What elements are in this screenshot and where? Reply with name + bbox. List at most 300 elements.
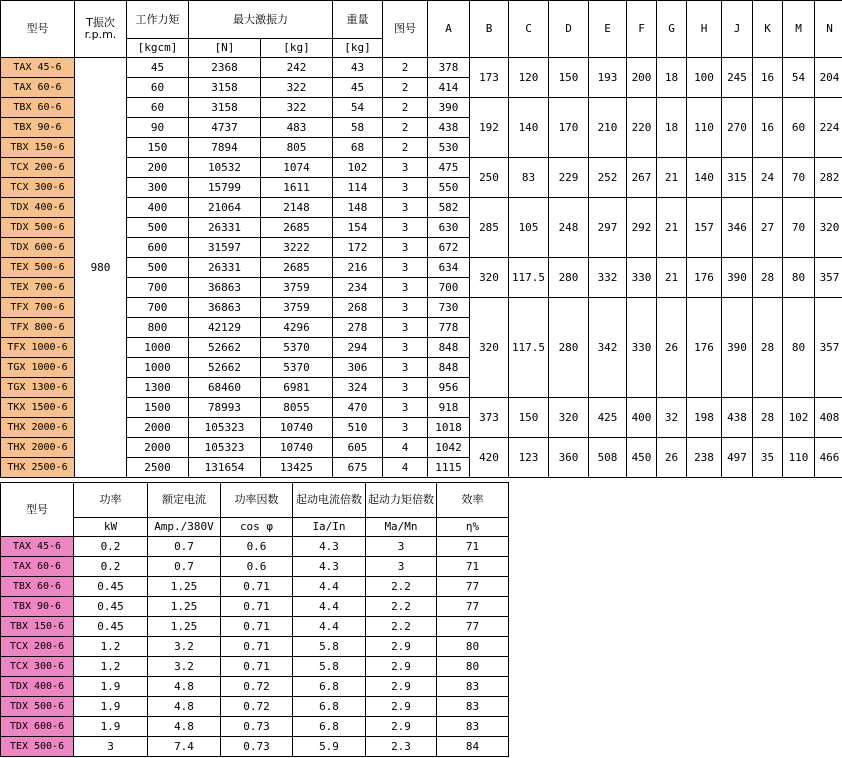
model-cell: TEX 500-6 (1, 737, 74, 757)
table-row (1, 677, 509, 697)
weight-cell: 114 (333, 178, 383, 198)
unit-force-n: [N] (189, 39, 261, 58)
dim-n-cell: 408 (815, 398, 842, 438)
force-n-cell: 68460 (189, 378, 261, 398)
start-torque-cell: 2.9 (366, 717, 437, 737)
speed-cell: 980 (75, 58, 127, 478)
force-kg-cell: 5370 (261, 338, 333, 358)
dim-n-cell: 357 (815, 258, 842, 298)
dim-b-cell: 420 (470, 438, 509, 478)
dim-m-cell: 80 (783, 258, 815, 298)
dim-a-cell: 630 (428, 218, 470, 238)
dim-b-cell: 373 (470, 398, 509, 438)
force-n-cell: 3158 (189, 78, 261, 98)
force-n-cell: 78993 (189, 398, 261, 418)
table-row (1, 258, 842, 278)
dim-g-cell: 21 (657, 258, 687, 298)
power-factor-cell: 0.6 (221, 537, 293, 557)
dim-e-cell: 297 (589, 198, 627, 258)
current-cell: 1.25 (148, 617, 221, 637)
force-kg-cell: 6981 (261, 378, 333, 398)
header-model: 型号 (1, 483, 74, 537)
dim-a-cell: 848 (428, 338, 470, 358)
power-factor-cell: 0.71 (221, 617, 293, 637)
power-factor-cell: 0.71 (221, 637, 293, 657)
unit-weight: [kg] (333, 39, 383, 58)
dim-d-cell: 320 (549, 398, 589, 438)
header-dim-e: E (589, 1, 627, 58)
moment-cell: 300 (127, 178, 189, 198)
figure-cell: 3 (383, 298, 428, 318)
model-cell: THX 2500-6 (1, 458, 75, 478)
model-cell: TCX 300-6 (1, 178, 75, 198)
dim-e-cell: 425 (589, 398, 627, 438)
weight-cell: 216 (333, 258, 383, 278)
model-cell: TBX 90-6 (1, 597, 74, 617)
force-kg-cell: 3222 (261, 238, 333, 258)
dim-n-cell: 357 (815, 298, 842, 398)
header-dim-n: N (815, 1, 842, 58)
dim-h-cell: 198 (687, 398, 722, 438)
model-cell: TEX 700-6 (1, 278, 75, 298)
current-cell: 0.7 (148, 557, 221, 577)
weight-cell: 324 (333, 378, 383, 398)
table-row (1, 737, 509, 757)
start-torque-cell: 2.2 (366, 617, 437, 637)
start-current-cell: 4.3 (293, 537, 366, 557)
dim-b-cell: 285 (470, 198, 509, 258)
dim-a-cell: 778 (428, 318, 470, 338)
header-dim-c: C (509, 1, 549, 58)
dim-c-cell: 140 (509, 98, 549, 158)
dim-k-cell: 28 (753, 298, 783, 398)
start-torque-cell: 3 (366, 537, 437, 557)
dim-j-cell: 438 (722, 398, 753, 438)
force-n-cell: 36863 (189, 278, 261, 298)
table-row (1, 717, 509, 737)
moment-cell: 500 (127, 218, 189, 238)
dim-a-cell: 730 (428, 298, 470, 318)
force-kg-cell: 2148 (261, 198, 333, 218)
current-cell: 0.7 (148, 537, 221, 557)
model-cell: TFX 700-6 (1, 298, 75, 318)
dim-e-cell: 210 (589, 98, 627, 158)
efficiency-cell: 80 (437, 657, 509, 677)
dim-a-cell: 1018 (428, 418, 470, 438)
dim-k-cell: 28 (753, 398, 783, 438)
figure-cell: 2 (383, 78, 428, 98)
dim-k-cell: 35 (753, 438, 783, 478)
dim-h-cell: 110 (687, 98, 722, 158)
header-start-current: 起动电流倍数 (293, 483, 366, 518)
figure-cell: 3 (383, 378, 428, 398)
model-cell: TAX 60-6 (1, 557, 74, 577)
efficiency-cell: 84 (437, 737, 509, 757)
dim-a-cell: 956 (428, 378, 470, 398)
unit-moment: [kgcm] (127, 39, 189, 58)
power-factor-cell: 0.71 (221, 597, 293, 617)
start-torque-cell: 2.9 (366, 677, 437, 697)
start-current-cell: 6.8 (293, 677, 366, 697)
moment-cell: 2000 (127, 438, 189, 458)
force-kg-cell: 4296 (261, 318, 333, 338)
start-current-cell: 4.4 (293, 617, 366, 637)
dim-j-cell: 270 (722, 98, 753, 158)
current-cell: 3.2 (148, 657, 221, 677)
model-cell: THX 2000-6 (1, 438, 75, 458)
force-n-cell: 3158 (189, 98, 261, 118)
moment-cell: 700 (127, 298, 189, 318)
force-n-cell: 10532 (189, 158, 261, 178)
dim-j-cell: 390 (722, 298, 753, 398)
weight-cell: 154 (333, 218, 383, 238)
efficiency-cell: 83 (437, 697, 509, 717)
power-factor-cell: 0.71 (221, 657, 293, 677)
dim-h-cell: 176 (687, 258, 722, 298)
dim-k-cell: 24 (753, 158, 783, 198)
efficiency-cell: 77 (437, 617, 509, 637)
start-current-cell: 5.8 (293, 637, 366, 657)
dim-m-cell: 80 (783, 298, 815, 398)
weight-cell: 605 (333, 438, 383, 458)
power-cell: 0.2 (74, 557, 148, 577)
force-kg-cell: 3759 (261, 298, 333, 318)
weight-cell: 102 (333, 158, 383, 178)
force-n-cell: 2368 (189, 58, 261, 78)
dim-f-cell: 450 (627, 438, 657, 478)
efficiency-cell: 71 (437, 537, 509, 557)
efficiency-cell: 83 (437, 717, 509, 737)
weight-cell: 172 (333, 238, 383, 258)
weight-cell: 54 (333, 98, 383, 118)
table-row (1, 657, 509, 677)
header-speed-unit: r.p.m. (84, 28, 117, 41)
dim-a-cell: 530 (428, 138, 470, 158)
dim-b-cell: 320 (470, 258, 509, 298)
model-cell: TAX 45-6 (1, 537, 74, 557)
figure-cell: 2 (383, 98, 428, 118)
weight-cell: 294 (333, 338, 383, 358)
dim-a-cell: 700 (428, 278, 470, 298)
force-n-cell: 52662 (189, 338, 261, 358)
dim-g-cell: 32 (657, 398, 687, 438)
dim-n-cell: 320 (815, 198, 842, 258)
force-kg-cell: 805 (261, 138, 333, 158)
weight-cell: 278 (333, 318, 383, 338)
force-kg-cell: 3759 (261, 278, 333, 298)
model-cell: TAX 60-6 (1, 78, 75, 98)
force-n-cell: 26331 (189, 258, 261, 278)
figure-cell: 3 (383, 178, 428, 198)
header-model: 型号 (1, 1, 75, 58)
weight-cell: 45 (333, 78, 383, 98)
moment-cell: 400 (127, 198, 189, 218)
model-cell: TEX 500-6 (1, 258, 75, 278)
power-factor-cell: 0.73 (221, 717, 293, 737)
start-current-cell: 6.8 (293, 717, 366, 737)
moment-cell: 150 (127, 138, 189, 158)
model-cell: TGX 1300-6 (1, 378, 75, 398)
force-n-cell: 26331 (189, 218, 261, 238)
header-dim-h: H (687, 1, 722, 58)
dim-j-cell: 497 (722, 438, 753, 478)
model-cell: TBX 60-6 (1, 98, 75, 118)
dim-k-cell: 28 (753, 258, 783, 298)
start-current-cell: 4.4 (293, 597, 366, 617)
dim-g-cell: 21 (657, 198, 687, 258)
table-row (1, 637, 509, 657)
dim-g-cell: 18 (657, 58, 687, 98)
figure-cell: 3 (383, 278, 428, 298)
dim-c-cell: 83 (509, 158, 549, 198)
weight-cell: 68 (333, 138, 383, 158)
header-figure: 图号 (383, 1, 428, 58)
dim-g-cell: 18 (657, 98, 687, 158)
start-torque-cell: 2.3 (366, 737, 437, 757)
force-n-cell: 31597 (189, 238, 261, 258)
model-cell: TCX 200-6 (1, 158, 75, 178)
model-cell: THX 2000-6 (1, 418, 75, 438)
current-cell: 1.25 (148, 577, 221, 597)
dim-j-cell: 346 (722, 198, 753, 258)
figure-cell: 3 (383, 318, 428, 338)
unit-current: Amp./380V (148, 518, 221, 537)
dim-e-cell: 508 (589, 438, 627, 478)
header-power: 功率 (74, 483, 148, 518)
start-torque-cell: 2.2 (366, 597, 437, 617)
dim-m-cell: 70 (783, 158, 815, 198)
efficiency-cell: 77 (437, 577, 509, 597)
header-dim-j: J (722, 1, 753, 58)
moment-cell: 1500 (127, 398, 189, 418)
dim-b-cell: 320 (470, 298, 509, 398)
power-cell: 0.45 (74, 597, 148, 617)
dim-a-cell: 414 (428, 78, 470, 98)
dim-e-cell: 342 (589, 298, 627, 398)
dim-d-cell: 280 (549, 298, 589, 398)
start-torque-cell: 3 (366, 557, 437, 577)
moment-cell: 45 (127, 58, 189, 78)
start-torque-cell: 2.9 (366, 657, 437, 677)
model-cell: TFX 1000-6 (1, 338, 75, 358)
power-cell: 1.9 (74, 717, 148, 737)
dim-f-cell: 400 (627, 398, 657, 438)
start-torque-cell: 2.9 (366, 637, 437, 657)
efficiency-cell: 71 (437, 557, 509, 577)
dim-d-cell: 170 (549, 98, 589, 158)
power-factor-cell: 0.6 (221, 557, 293, 577)
dim-m-cell: 54 (783, 58, 815, 98)
weight-cell: 58 (333, 118, 383, 138)
figure-cell: 3 (383, 398, 428, 418)
moment-cell: 200 (127, 158, 189, 178)
dim-e-cell: 193 (589, 58, 627, 98)
unit-efficiency: η% (437, 518, 509, 537)
motor-table (0, 482, 509, 757)
moment-cell: 1300 (127, 378, 189, 398)
dim-j-cell: 245 (722, 58, 753, 98)
moment-cell: 700 (127, 278, 189, 298)
power-cell: 1.9 (74, 677, 148, 697)
model-cell: TBX 150-6 (1, 138, 75, 158)
model-cell: TBX 60-6 (1, 577, 74, 597)
unit-start-torque: Ma/Mn (366, 518, 437, 537)
model-cell: TDX 400-6 (1, 198, 75, 218)
current-cell: 4.8 (148, 677, 221, 697)
moment-cell: 1000 (127, 338, 189, 358)
dim-a-cell: 1115 (428, 458, 470, 478)
power-factor-cell: 0.71 (221, 577, 293, 597)
dim-c-cell: 120 (509, 58, 549, 98)
force-kg-cell: 1074 (261, 158, 333, 178)
header-speed-label: T振次 (86, 16, 115, 29)
dim-e-cell: 332 (589, 258, 627, 298)
force-n-cell: 52662 (189, 358, 261, 378)
dim-f-cell: 220 (627, 98, 657, 158)
figure-cell: 2 (383, 58, 428, 78)
model-cell: TCX 300-6 (1, 657, 74, 677)
force-kg-cell: 1611 (261, 178, 333, 198)
dim-c-cell: 150 (509, 398, 549, 438)
weight-cell: 675 (333, 458, 383, 478)
dim-b-cell: 250 (470, 158, 509, 198)
moment-cell: 60 (127, 98, 189, 118)
figure-cell: 4 (383, 438, 428, 458)
weight-cell: 234 (333, 278, 383, 298)
figure-cell: 3 (383, 198, 428, 218)
dim-m-cell: 70 (783, 198, 815, 258)
model-cell: TDX 500-6 (1, 697, 74, 717)
dim-a-cell: 1042 (428, 438, 470, 458)
dim-c-cell: 105 (509, 198, 549, 258)
power-cell: 3 (74, 737, 148, 757)
moment-cell: 1000 (127, 358, 189, 378)
model-cell: TGX 1000-6 (1, 358, 75, 378)
power-factor-cell: 0.72 (221, 697, 293, 717)
header-weight: 重量 (333, 1, 383, 39)
dim-h-cell: 176 (687, 298, 722, 398)
force-n-cell: 36863 (189, 298, 261, 318)
start-torque-cell: 2.2 (366, 577, 437, 597)
current-cell: 7.4 (148, 737, 221, 757)
power-factor-cell: 0.72 (221, 677, 293, 697)
dim-m-cell: 60 (783, 98, 815, 158)
power-factor-cell: 0.73 (221, 737, 293, 757)
table-row (1, 617, 509, 637)
force-kg-cell: 10740 (261, 438, 333, 458)
dim-a-cell: 390 (428, 98, 470, 118)
dim-h-cell: 157 (687, 198, 722, 258)
moment-cell: 90 (127, 118, 189, 138)
start-current-cell: 6.8 (293, 697, 366, 717)
moment-cell: 500 (127, 258, 189, 278)
force-kg-cell: 5370 (261, 358, 333, 378)
weight-cell: 306 (333, 358, 383, 378)
dim-a-cell: 582 (428, 198, 470, 218)
force-n-cell: 131654 (189, 458, 261, 478)
moment-cell: 2500 (127, 458, 189, 478)
figure-cell: 3 (383, 358, 428, 378)
force-kg-cell: 322 (261, 78, 333, 98)
model-cell: TBX 150-6 (1, 617, 74, 637)
dim-c-cell: 117.5 (509, 258, 549, 298)
header-current: 额定电流 (148, 483, 221, 518)
dim-a-cell: 550 (428, 178, 470, 198)
table-row (1, 298, 842, 318)
model-cell: TDX 600-6 (1, 238, 75, 258)
dim-a-cell: 438 (428, 118, 470, 138)
current-cell: 3.2 (148, 637, 221, 657)
efficiency-cell: 80 (437, 637, 509, 657)
dim-d-cell: 280 (549, 258, 589, 298)
force-kg-cell: 10740 (261, 418, 333, 438)
table-row (1, 537, 509, 557)
start-current-cell: 5.8 (293, 657, 366, 677)
dim-a-cell: 848 (428, 358, 470, 378)
dim-h-cell: 238 (687, 438, 722, 478)
power-cell: 1.9 (74, 697, 148, 717)
dim-g-cell: 21 (657, 158, 687, 198)
moment-cell: 2000 (127, 418, 189, 438)
unit-power-factor: cos φ (221, 518, 293, 537)
force-n-cell: 105323 (189, 418, 261, 438)
force-n-cell: 4737 (189, 118, 261, 138)
force-kg-cell: 2685 (261, 258, 333, 278)
efficiency-cell: 77 (437, 597, 509, 617)
dim-g-cell: 26 (657, 298, 687, 398)
dim-j-cell: 390 (722, 258, 753, 298)
header-dim-m: M (783, 1, 815, 58)
dim-c-cell: 123 (509, 438, 549, 478)
model-cell: TAX 45-6 (1, 58, 75, 78)
table-row (1, 697, 509, 717)
figure-cell: 3 (383, 218, 428, 238)
dim-d-cell: 248 (549, 198, 589, 258)
force-kg-cell: 8055 (261, 398, 333, 418)
figure-cell: 2 (383, 138, 428, 158)
force-kg-cell: 483 (261, 118, 333, 138)
dim-a-cell: 918 (428, 398, 470, 418)
header-speed (75, 1, 127, 58)
power-cell: 0.45 (74, 577, 148, 597)
current-cell: 4.8 (148, 697, 221, 717)
power-cell: 1.2 (74, 637, 148, 657)
dim-n-cell: 224 (815, 98, 842, 158)
dim-b-cell: 173 (470, 58, 509, 98)
table-row (1, 597, 509, 617)
dim-n-cell: 466 (815, 438, 842, 478)
table-row (1, 438, 842, 458)
model-cell: TBX 90-6 (1, 118, 75, 138)
force-n-cell: 42129 (189, 318, 261, 338)
force-kg-cell: 242 (261, 58, 333, 78)
model-cell: TDX 600-6 (1, 717, 74, 737)
figure-cell: 3 (383, 238, 428, 258)
dim-a-cell: 378 (428, 58, 470, 78)
weight-cell: 43 (333, 58, 383, 78)
dim-f-cell: 330 (627, 298, 657, 398)
table-row (1, 58, 842, 78)
weight-cell: 148 (333, 198, 383, 218)
figure-cell: 3 (383, 418, 428, 438)
start-current-cell: 5.9 (293, 737, 366, 757)
model-cell: TDX 500-6 (1, 218, 75, 238)
model-cell: TDX 400-6 (1, 677, 74, 697)
dim-h-cell: 140 (687, 158, 722, 198)
dim-a-cell: 475 (428, 158, 470, 178)
moment-cell: 600 (127, 238, 189, 258)
start-torque-cell: 2.9 (366, 697, 437, 717)
